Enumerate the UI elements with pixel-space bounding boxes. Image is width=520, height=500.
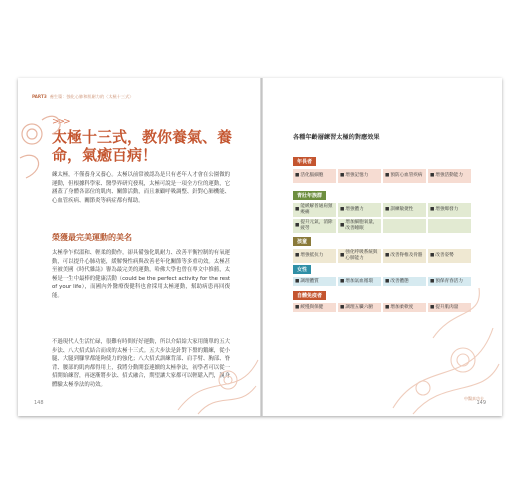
part-label: PART3 [32, 94, 47, 99]
table-cell: ■ 改善體態 [383, 277, 426, 286]
group-young-adults [293, 182, 471, 233]
page-number: 149 [476, 400, 486, 406]
table-cell: ■ 能緩解普通肩頸痠痛 [293, 203, 336, 217]
right-page [263, 78, 502, 416]
table-cell: ■ 增強爆發力 [428, 203, 471, 217]
table-row [293, 203, 471, 217]
table-cell: ■ 改善脊椎及骨骼 [383, 249, 426, 263]
table-cell: ■ 增強記憶力 [338, 169, 381, 183]
page-title: 太極十三式，教你養氣、養命，氣癒百病！ [52, 128, 233, 164]
table-row [293, 303, 471, 312]
header-text: 養生篇：強化心肺和肌耐力的〈太極十三式〉 [49, 94, 134, 99]
table-cell: ■ 增加細胞氧量，改善睡眠 [338, 219, 381, 233]
table-cell: ■ 活化腦細胞 [293, 169, 336, 183]
page-number: 148 [34, 400, 44, 406]
table-cell: ■ 訓練敏捷性 [383, 203, 426, 217]
body-paragraph: 不過現代人生活忙碌，很難有時間好好運動，所以介紹給大家用簡單的五大步法、八大招式結合而成的太極十三式。五大步法是針對下盤的鍛練，從小腿、大腿到腳掌都能夠使力的強化；八大招式訓練背部、肩手臂、胸部、脊背、腰部的肌肉都得用上，我將分動開套連續的太極拳法，初學者可以從一招開始練習，再逐漸將步法、招式融合，期望讓大家都可以輕鬆入門，親身體驗太極拳法的功效。 [52, 339, 230, 388]
table-cell: ■ 預保青春活力 [428, 277, 471, 286]
table-cell: ■ 調理體質 [293, 277, 336, 286]
body-paragraph: 太極拳乍似溫和、輕柔的動作，卻具備強化肌耐力、改善平衡控制的有氧運動，可以提升心肺功能，緩解慢性病與改善老年化關節等多重功效。太極甚至被美國《時代雜誌》譽為最完美的運動，哈佛大學也曾在專文中推薦，太極是一生中最棒的健康活動（could be the perfect activity for the rest of your life），而國內外醫療復健科也會採用太極運動，幫助病患再回復能。 [52, 250, 230, 299]
table-cell: ■ 增加氣血循環 [338, 277, 381, 286]
table-title: 各種年齡層練習太極的對應效果 [293, 134, 380, 141]
group-tag: 孩童 [293, 237, 311, 246]
table-cell: ■ 增強抵抗力 [293, 249, 336, 263]
table-cell: ■ 預防心血管疾病 [383, 169, 426, 183]
table-cell: ■ 改善姿勢 [428, 249, 471, 263]
table-cell: ■ 提升元氣，消除疲勞 [293, 219, 336, 233]
group-elderly [293, 148, 471, 183]
group-tag: 年長者 [293, 157, 316, 166]
table-cell: ■ 強化呼吸系統與心肺能力 [338, 249, 381, 263]
group-autoimmune [293, 282, 471, 312]
running-header [32, 94, 134, 100]
group-tag: 自體免疫者 [293, 291, 326, 300]
seal-stamp: 中醫真功夫 [464, 396, 484, 401]
open-book [18, 78, 502, 416]
intro-paragraph: 練太極，不僅養身又養心。太極以前常被認為是只有老年人才會在公園做的運動，但根據科學家、醫學界研究發現，太極可說是一項全方位的運動，它涵蓋了身體各部位的肌肉、關節活動，而且兼顧呼吸調整、針對心肺機能、心血管疾病、關節炎等病症都有幫助。 [52, 172, 230, 204]
table-row [293, 169, 471, 183]
table-cell: ■ 增強活動能力 [428, 169, 471, 183]
table-cell: ■ 緩慢與保健 [293, 303, 336, 312]
table-cell: ■ 提升肌肉量 [428, 303, 471, 312]
group-tag: 女性 [293, 265, 311, 274]
table-cell: ■ 增加柔軟度 [383, 303, 426, 312]
group-tag: 青壯年族群 [293, 191, 326, 200]
table-cell: ■ 調理五臟六腑 [338, 303, 381, 312]
chevron-icon: >>> [52, 117, 69, 127]
left-page [18, 78, 260, 416]
table-cell: ■ 增強體力 [338, 203, 381, 217]
section-title: 榮獲最完美運動的美名 [52, 232, 132, 242]
